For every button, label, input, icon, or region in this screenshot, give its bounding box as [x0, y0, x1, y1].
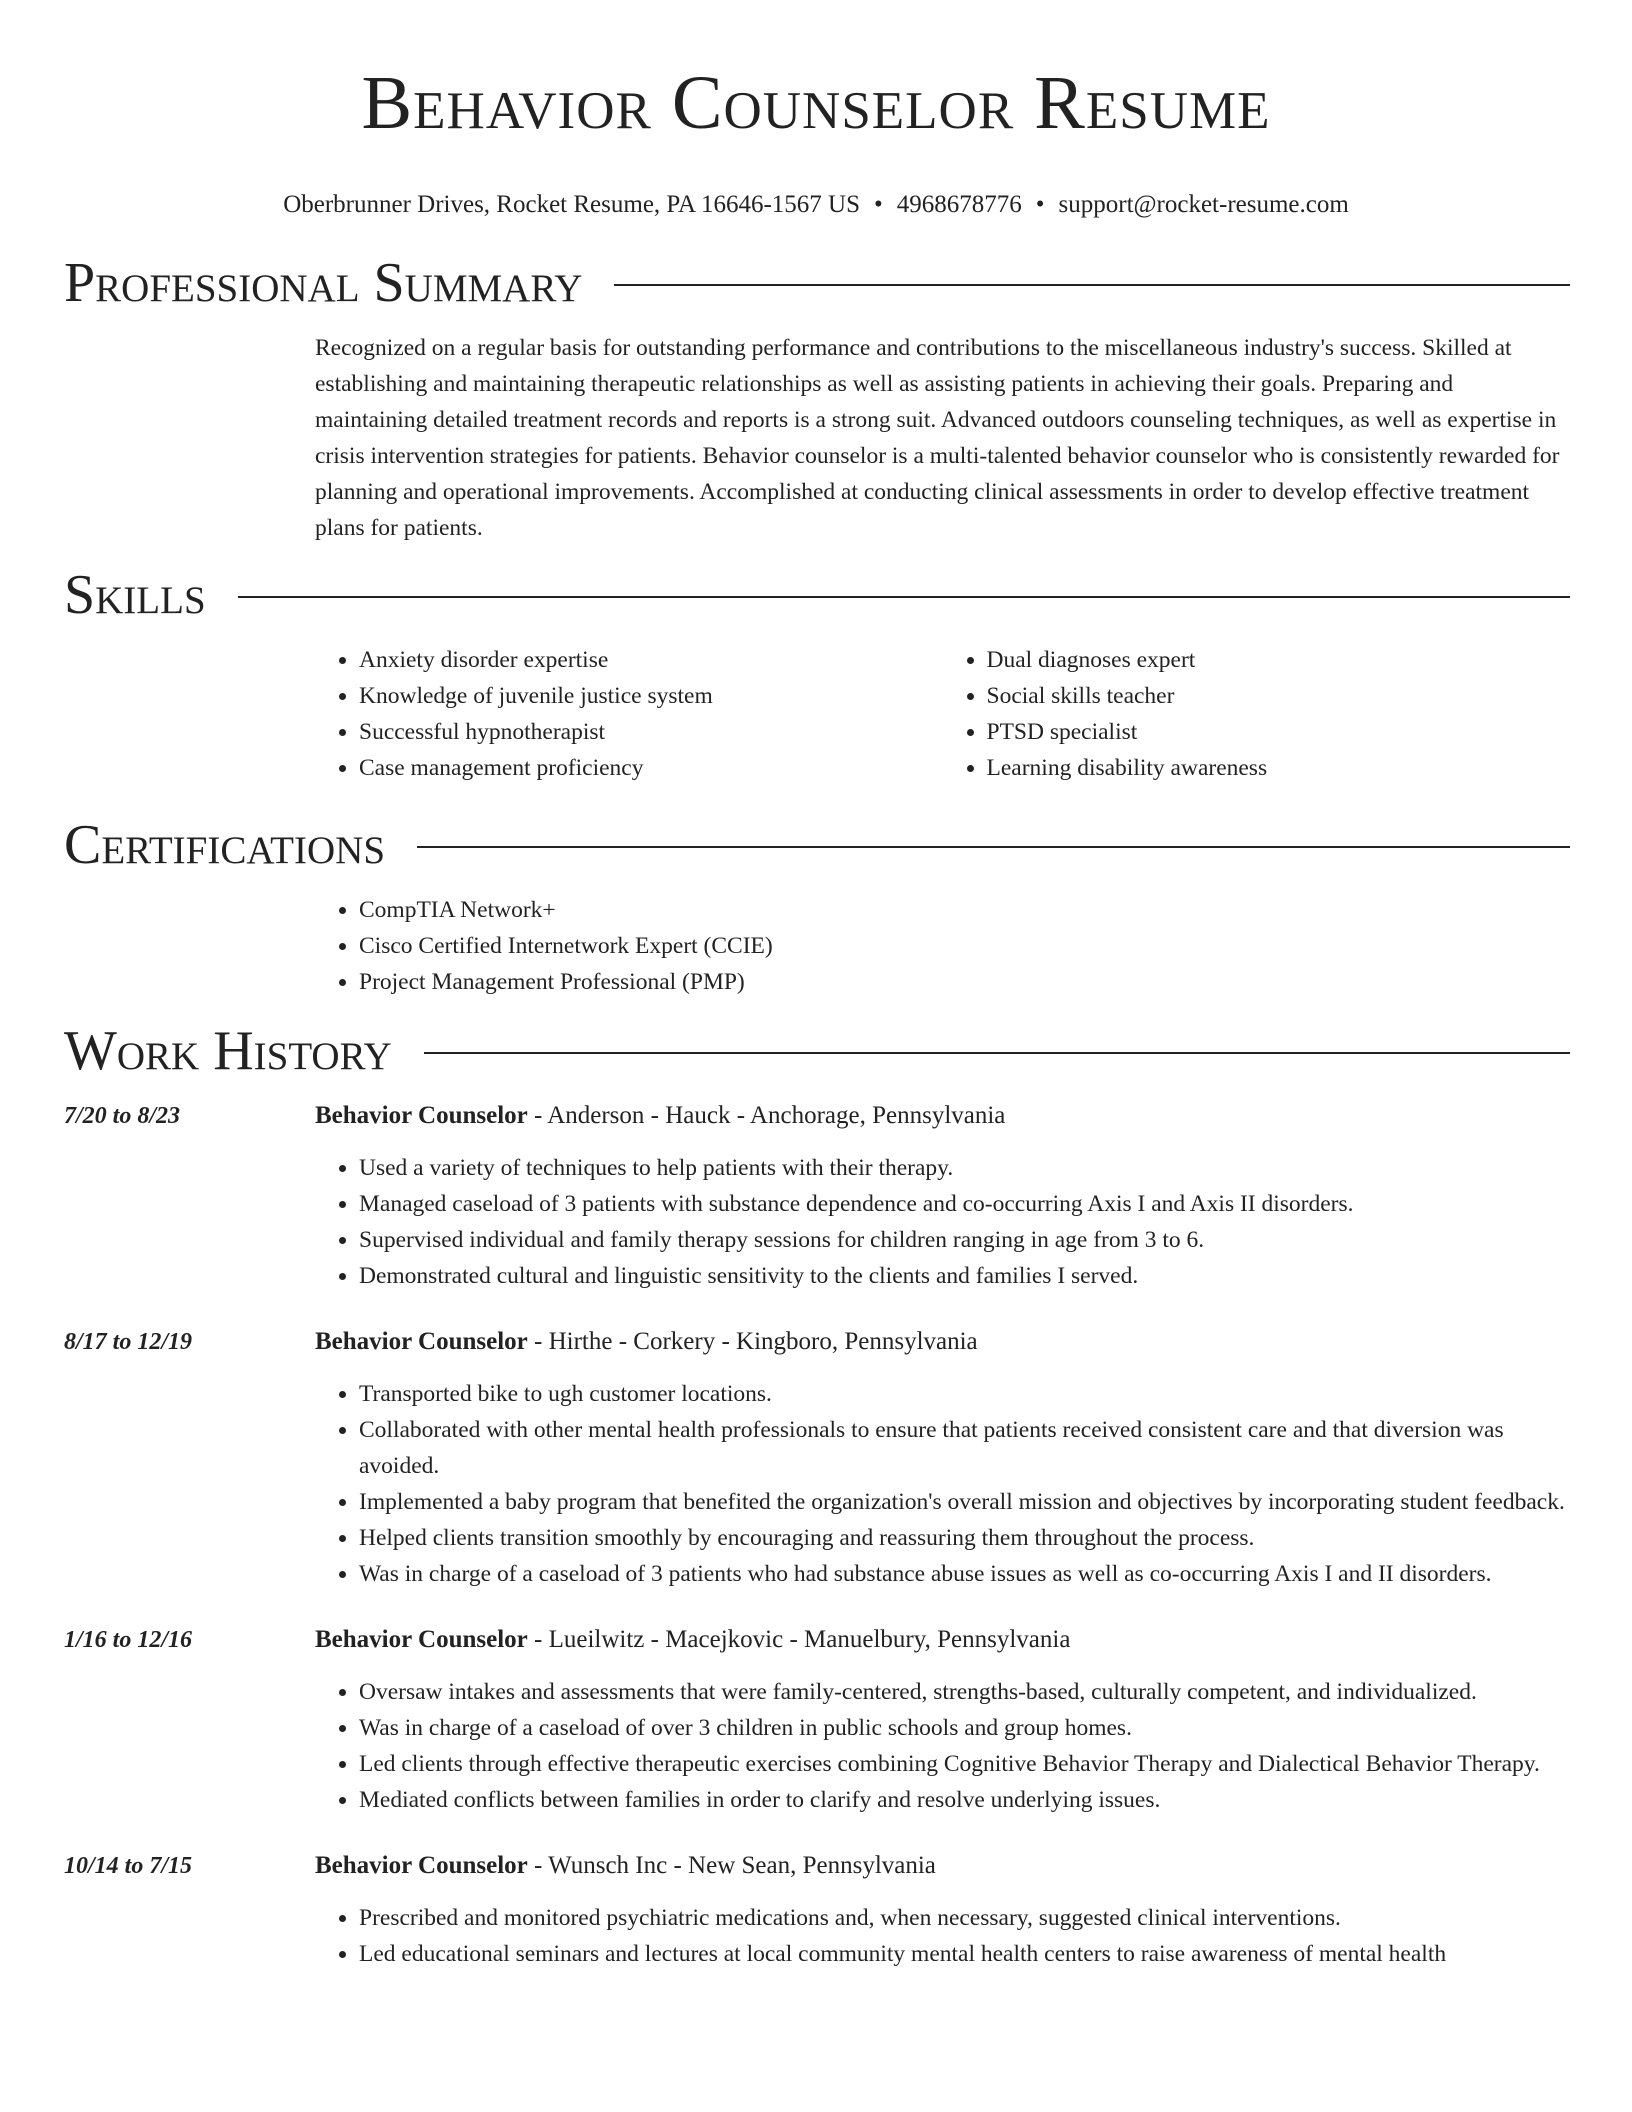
job-bullet: • Used a variety of techniques to help patients with their therapy. [359, 1150, 1570, 1186]
skill-item: • Dual diagnoses expert [987, 642, 1571, 678]
certification-item: • CompTIA Network+ [359, 892, 1570, 928]
job-main [315, 1622, 1570, 1818]
job-dates: 1/16 to 12/16 [64, 1627, 193, 1653]
skill-item: • Anxiety disorder expertise [359, 642, 943, 678]
skills-list-right [943, 642, 1571, 786]
skills-header [64, 562, 1570, 628]
skills-list-left [315, 642, 943, 786]
job-bullet-list [315, 1376, 1570, 1592]
section-title-summary: Professional Summary [64, 252, 583, 314]
summary-section [0, 250, 1632, 546]
job-main [315, 1098, 1570, 1294]
section-title-skills: Skills [64, 564, 206, 626]
job-entry [64, 1324, 1570, 1592]
section-divider [238, 596, 1570, 598]
skill-item: • Learning disability awareness [987, 750, 1571, 786]
job-entry [64, 1098, 1570, 1294]
job-bullet: • Mediated conflicts between families in order to clarify and resolve underlying issues. [359, 1782, 1570, 1818]
skills-section [0, 562, 1632, 786]
skill-item: • Case management proficiency [359, 750, 943, 786]
job-bullet: • Helped clients transition smoothly by encouraging and reassuring them throughout the process. [359, 1520, 1570, 1556]
job-employer: - Hirthe - Corkery - Kingboro, Pennsylvania [527, 1328, 978, 1355]
job-dates: 7/20 to 8/23 [64, 1103, 181, 1129]
job-employer: - Anderson - Hauck - Anchorage, Pennsylvania [527, 1102, 1006, 1129]
skills-columns [315, 642, 1570, 786]
resume-title: Behavior Counselor Resume [361, 61, 1271, 145]
job-bullet: • Transported bike to ugh customer locations. [359, 1376, 1570, 1412]
work-history-section [0, 1018, 1632, 1972]
job-bullet: • Led educational seminars and lectures at local community mental health centers to raise awareness of mental health [359, 1936, 1570, 1972]
job-heading [315, 1098, 1570, 1134]
job-bullet: • Led clients through effective therapeutic exercises combining Cognitive Behavior Therapy and Dialectical Behavior Therapy. [359, 1746, 1570, 1782]
job-employer: - Lueilwitz - Macejkovic - Manuelbury, Pennsylvania [527, 1626, 1071, 1653]
section-title-work-history: Work History [64, 1020, 392, 1082]
job-title: Behavior Counselor [315, 1102, 528, 1129]
certifications-header [64, 812, 1570, 878]
job-employer: - Wunsch Inc - New Sean, Pennsylvania [527, 1852, 936, 1879]
job-bullet-list [315, 1900, 1570, 1972]
job-bullet: • Supervised individual and family therapy sessions for children ranging in age from 3 to 6. [359, 1222, 1570, 1258]
summary-text: Recognized on a regular basis for outstanding performance and contributions to the miscellaneous industry's success. Skilled at establishing and maintaining therapeutic relationships as well as assisting patients in achieving their goals. Preparing and maintaining detailed treatment records and reports is a strong suit. Advanced outdoors counseling techniques, as well as expertise in crisis intervention strategies for patients. Behavior counselor is a multi-talented behavior counselor who is consistently rewarded for planning and operational improvements. Accomplished at conducting clinical assessments in order to develop effective treatment plans for patients. [315, 335, 1560, 541]
job-bullet: • Oversaw intakes and assessments that were family-centered, strengths-based, culturally competent, and individualized. [359, 1674, 1570, 1710]
summary-header [64, 250, 1570, 316]
job-bullet: • Collaborated with other mental health professionals to ensure that patients received consistent care and that diversion was avoided. [359, 1412, 1570, 1484]
job-bullet: • Was in charge of a caseload of over 3 children in public schools and group homes. [359, 1710, 1570, 1746]
contact-separator: • [873, 191, 883, 218]
certifications-body [315, 892, 1570, 1000]
job-main [315, 1848, 1570, 1972]
job-title: Behavior Counselor [315, 1626, 528, 1653]
job-dates: 8/17 to 12/19 [64, 1329, 193, 1355]
job-heading [315, 1622, 1570, 1658]
section-divider [417, 846, 1570, 848]
job-heading [315, 1324, 1570, 1360]
job-bullet-list [315, 1674, 1570, 1818]
job-entry [64, 1848, 1570, 1972]
contact-line [0, 190, 1632, 220]
job-main [315, 1324, 1570, 1592]
section-divider [424, 1052, 1570, 1054]
certifications-list [315, 892, 1570, 1000]
job-title: Behavior Counselor [315, 1852, 528, 1879]
job-bullet: • Was in charge of a caseload of 3 patients who had substance abuse issues as well as co-occurring Axis I and II disorders. [359, 1556, 1570, 1592]
job-bullet: • Demonstrated cultural and linguistic sensitivity to the clients and families I served. [359, 1258, 1570, 1294]
job-bullet: • Prescribed and monitored psychiatric medications and, when necessary, suggested clinical interventions. [359, 1900, 1570, 1936]
skill-item: • Social skills teacher [987, 678, 1571, 714]
skill-item: • PTSD specialist [987, 714, 1571, 750]
job-dates: 10/14 to 7/15 [64, 1853, 193, 1879]
contact-email: support@rocket-resume.com [1058, 191, 1349, 218]
skill-item: • Knowledge of juvenile justice system [359, 678, 943, 714]
contact-separator: • [1035, 191, 1045, 218]
job-title: Behavior Counselor [315, 1328, 528, 1355]
section-title-certifications: Certifications [64, 814, 386, 876]
job-bullet-list [315, 1150, 1570, 1294]
contact-phone: 4968678776 [896, 191, 1022, 218]
certification-item: • Project Management Professional (PMP) [359, 964, 1570, 1000]
contact-address: Oberbrunner Drives, Rocket Resume, PA 16646-1567 US [283, 191, 860, 218]
skill-item: • Successful hypnotherapist [359, 714, 943, 750]
section-divider [614, 284, 1570, 286]
job-heading [315, 1848, 1570, 1884]
job-bullet: • Managed caseload of 3 patients with substance dependence and co-occurring Axis I and Axis II disorders. [359, 1186, 1570, 1222]
work-history-header [64, 1018, 1570, 1084]
certification-item: • Cisco Certified Internetwork Expert (CCIE) [359, 928, 1570, 964]
job-bullet: • Implemented a baby program that benefited the organization's overall mission and objectives by incorporating student feedback. [359, 1484, 1570, 1520]
job-entry [64, 1622, 1570, 1818]
certifications-section [0, 812, 1632, 1000]
